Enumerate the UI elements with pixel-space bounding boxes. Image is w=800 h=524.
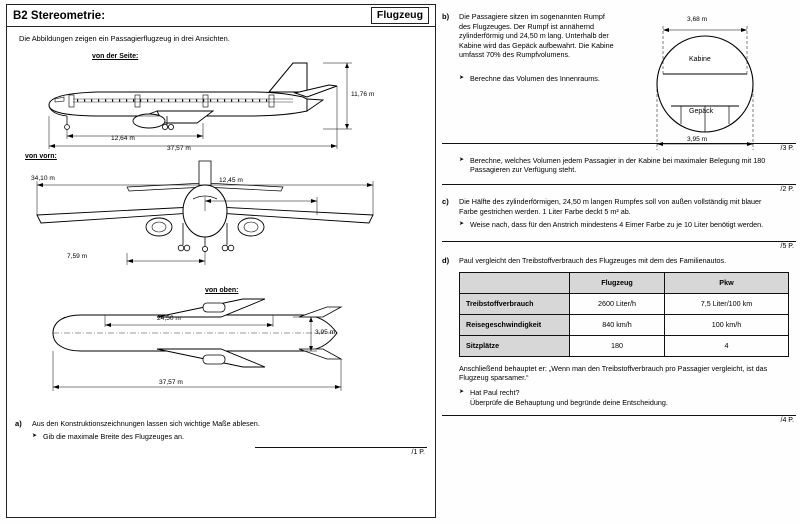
table-row bbox=[460, 314, 789, 335]
dim-front-gear: 7,59 m bbox=[67, 253, 88, 260]
dim-circle-total: 3,95 m bbox=[687, 136, 708, 143]
dim-front-inner: 12,45 m bbox=[219, 177, 243, 184]
dim-top-total: 37,57 m bbox=[159, 379, 183, 386]
table-col-pkw: Pkw bbox=[665, 272, 789, 293]
task-b-text: Die Passagiere sitzen im sogenannten Rumpf des Flugzeuges. Der Rumpf ist annähernd zylinderförmig und 24,50 m lang. Unterhalb der Kabine wird das Gepäck aufbewahrt. Die Kabine umfasst 70% des Rumpfvolumens. bbox=[459, 12, 614, 60]
cell-speed-flugzeug: 840 km/h bbox=[570, 314, 665, 335]
task-d-points: /4 P. bbox=[780, 416, 794, 424]
dim-side-cabin: 12,64 m bbox=[111, 135, 135, 142]
row-label-seats: Sitzplätze bbox=[460, 335, 570, 356]
task-d-marker: d) bbox=[442, 256, 450, 266]
figure-front-view bbox=[7, 153, 437, 293]
cell-consumption-pkw: 7,5 Liter/100 km bbox=[665, 293, 789, 314]
row-label-speed: Reisegeschwindigkeit bbox=[460, 314, 570, 335]
cell-consumption-flugzeug: 2600 Liter/h bbox=[570, 293, 665, 314]
right-panel bbox=[442, 4, 796, 518]
left-panel bbox=[6, 4, 436, 518]
figure-top-view bbox=[7, 287, 437, 415]
task-b-marker: b) bbox=[442, 12, 450, 21]
cell-speed-pkw: 100 km/h bbox=[665, 314, 789, 335]
task-a bbox=[15, 419, 429, 456]
side-view-drawing bbox=[7, 53, 437, 153]
closing-statement: Anschließend behauptet er: „Wenn man den Treibstoffverbrauch pro Passagier vergleicht, ist das Flugzeug sparsamer.“ bbox=[459, 363, 768, 383]
figure-side-view bbox=[7, 53, 437, 158]
task-b-points: /3 P. bbox=[780, 145, 794, 152]
dim-front-span: 34,10 m bbox=[31, 175, 55, 182]
closing-bullet-1: ➤ Hat Paul recht? bbox=[459, 388, 796, 397]
task-b2 bbox=[442, 156, 796, 193]
side-view-label: von der Seite: bbox=[92, 53, 139, 60]
table-row bbox=[460, 335, 789, 356]
task-a-points: /1 P. bbox=[411, 449, 425, 456]
task-a-text: Aus den Konstruktionszeichnungen lassen sich wichtige Maße ablesen. bbox=[32, 419, 260, 428]
task-d-text: Paul vergleicht den Treibstoffverbrauch des Flugzeuges mit dem des Familienautos. bbox=[459, 256, 727, 266]
dim-top-fuselage: 24,50 m bbox=[157, 315, 181, 322]
front-view-label: von vorn: bbox=[25, 153, 57, 160]
table-header-row bbox=[460, 272, 789, 293]
cell-seats-flugzeug: 180 bbox=[570, 335, 665, 356]
table-col-empty bbox=[460, 272, 570, 293]
task-c-marker: c) bbox=[442, 197, 449, 206]
row-label-consumption: Treibstoffverbrauch bbox=[460, 293, 570, 314]
dim-side-height: 11,76 m bbox=[351, 91, 375, 98]
intro-text: Die Abbildungen zeigen ein Passagierflugzeug in drei Ansichten. bbox=[19, 34, 230, 43]
topic-badge: Flugzeug bbox=[371, 7, 429, 24]
front-view-drawing bbox=[7, 153, 437, 288]
task-a-marker: a) bbox=[15, 419, 22, 428]
title-bar bbox=[7, 5, 435, 27]
table-row bbox=[460, 293, 789, 314]
page-title: B2 Stereometrie: bbox=[13, 9, 106, 22]
comparison-table bbox=[459, 272, 789, 357]
task-b bbox=[442, 12, 796, 152]
task-b-bullet: ➤ Berechne das Volumen des Innenraums. bbox=[459, 74, 615, 83]
dim-side-total: 37,57 m bbox=[167, 145, 191, 152]
task-a-bullet: ➤ Gib die maximale Breite des Flugzeuges an. bbox=[32, 432, 429, 441]
task-c-bullet: ➤ Weise nach, dass für den Anstrich mindestens 4 Eimer Farbe zu je 10 Liter benötigt werden. bbox=[459, 220, 775, 229]
table-col-flugzeug: Flugzeug bbox=[570, 272, 665, 293]
top-view-label: von oben: bbox=[205, 287, 239, 294]
label-luggage: Gepäck bbox=[689, 108, 714, 115]
task-d bbox=[442, 256, 796, 424]
task-c bbox=[442, 197, 796, 250]
top-view-drawing bbox=[7, 287, 437, 412]
task-c-text: Die Hälfte des zylinderförmigen, 24,50 m langen Rumpfes soll von außen vollständig mit blauer Farbe gestrichen werden. 1 Liter Farbe deckt 5 m² ab. bbox=[459, 197, 762, 216]
dim-circle-width: 3,68 m bbox=[687, 16, 708, 23]
label-cabin: Kabine bbox=[689, 56, 711, 63]
task-c-points: /5 P. bbox=[780, 243, 794, 251]
task-b2-points: /2 P. bbox=[780, 186, 794, 193]
dim-top-diameter: 3,95 m bbox=[315, 329, 336, 336]
task-b2-bullet: ➤ Berechne, welches Volumen jedem Passagier in der Kabine bei maximaler Belegung mit 180 Passagieren zur Verfügung steht. bbox=[459, 156, 785, 174]
figure-cross-section bbox=[619, 12, 791, 160]
cell-seats-pkw: 4 bbox=[665, 335, 789, 356]
closing-bullet-2: Überprüfe die Behauptung und begründe deine Entscheidung. bbox=[470, 397, 668, 407]
